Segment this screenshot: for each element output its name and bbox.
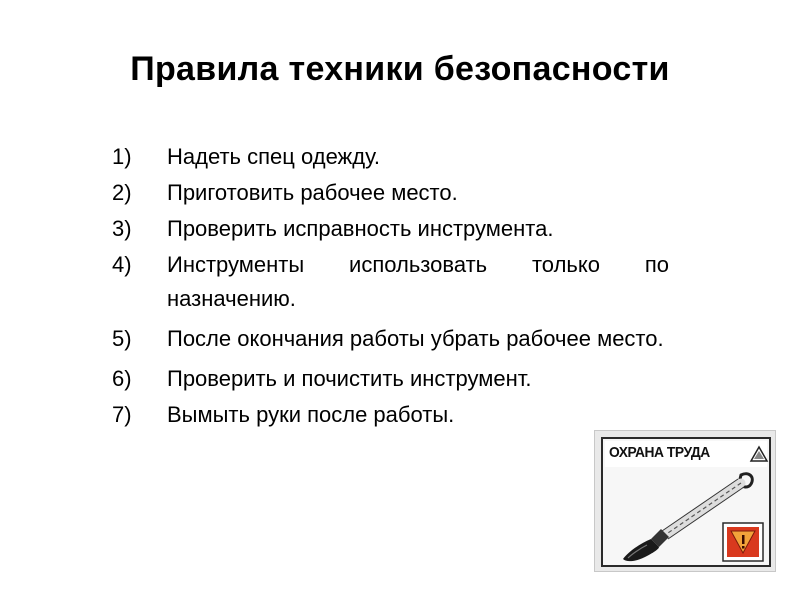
list-item: [112, 140, 669, 174]
list-item-text: Инструменты использовать только по назначению.: [167, 252, 669, 311]
safety-rules-list: [112, 140, 669, 434]
list-item-text: Приготовить рабочее место.: [167, 180, 458, 205]
list-item: [112, 248, 669, 316]
list-item-text: После окончания работы убрать рабочее место.: [167, 326, 664, 351]
list-item: [112, 212, 669, 246]
list-item-number: 4): [112, 252, 132, 277]
list-item-number: 1): [112, 144, 132, 169]
list-item-number: 7): [112, 402, 132, 427]
slide-title: Правила техники безопасности: [130, 50, 670, 88]
list-item-text: Проверить и почистить инструмент.: [167, 366, 532, 391]
sign-header-text: ОХРАНА ТРУДА: [609, 444, 710, 461]
labor-safety-sign: [594, 430, 776, 572]
list-item-number: 2): [112, 180, 132, 205]
list-item: [112, 398, 669, 432]
sign-frame: [601, 437, 771, 567]
header-triangle-icon: [751, 447, 767, 461]
list-item-number: 6): [112, 366, 132, 391]
list-item-text: Проверить исправность инструмента.: [167, 216, 554, 241]
list-item: [112, 362, 669, 396]
warning-triangle-icon: [723, 523, 763, 561]
list-item: [112, 176, 669, 210]
sign-illustration: [603, 439, 769, 565]
list-item-text: Вымыть руки после работы.: [167, 402, 455, 427]
list-item-number: 3): [112, 216, 132, 241]
list-item: [112, 322, 669, 356]
list-item-number: 5): [112, 326, 132, 351]
list-item-text: Надеть спец одежду.: [167, 144, 381, 169]
